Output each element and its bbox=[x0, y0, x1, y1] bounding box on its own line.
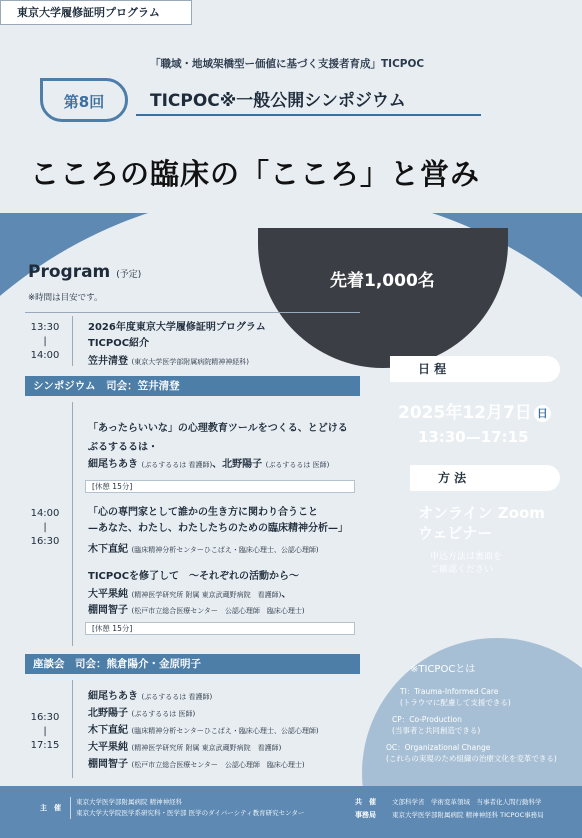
program-time-note: ※時間は目安です。 bbox=[28, 293, 103, 303]
talk1-speakers bbox=[88, 455, 329, 470]
panel-member-line bbox=[88, 755, 305, 770]
panel-time-start: 16:30 bbox=[30, 712, 60, 723]
panel-time-end: 17:15 bbox=[30, 740, 60, 751]
method-note2: ご確認ください bbox=[430, 565, 494, 575]
intro-speaker-line bbox=[88, 352, 249, 367]
cohost-text: 文部科学省 学術変革領域 当事者化人間行動科学 bbox=[392, 798, 542, 806]
intro-line1: 2026年度東京大学履修証明プログラム bbox=[88, 322, 266, 333]
capacity-text: 先着1,000名 bbox=[330, 271, 435, 291]
panel-member-aff: (ぶるするるは 医師) bbox=[131, 710, 196, 718]
vertical-divider bbox=[70, 797, 71, 819]
talk1-speaker3-aff: (ぶるするるは 医師) bbox=[265, 461, 330, 469]
ticpoc-item bbox=[400, 686, 511, 708]
break-2: [休憩 15分] bbox=[85, 622, 355, 635]
symposium-bar: シンポジウム 司会：笠井清登 bbox=[25, 376, 360, 396]
schedule-date: 2025年12月7日 bbox=[398, 403, 532, 423]
intro-time-end: 14:00 bbox=[30, 350, 60, 361]
intro-time bbox=[30, 321, 60, 363]
talk1-speaker2-aff: (ぶるするるは 看護師) bbox=[141, 461, 213, 469]
panel-member-line bbox=[88, 721, 319, 736]
panel-time bbox=[30, 711, 60, 753]
talk1-speaker1: ぶるするるは・ bbox=[88, 442, 158, 453]
break-1: [休憩 15分] bbox=[85, 480, 355, 493]
intro-time-start: 13:30 bbox=[30, 322, 60, 333]
panel-member-line bbox=[88, 687, 212, 702]
panel-member-aff: (ぶるするるは 看護師) bbox=[141, 693, 213, 701]
method-note bbox=[430, 551, 502, 577]
symposium-time bbox=[30, 507, 60, 549]
ticpoc-title: ※TICPOCとは bbox=[410, 664, 476, 675]
talk1-speaker3: 北野陽子 bbox=[222, 459, 263, 470]
talk2-speaker-aff: (臨床精神分析センターひこばえ・臨床心理士、公認心理師) bbox=[131, 546, 319, 554]
panel-member-line bbox=[88, 704, 195, 719]
program-title: Program bbox=[28, 262, 111, 282]
ticpoc-item-line2: (これらの実現のため組織の治療文化を変革できる) bbox=[386, 754, 557, 763]
cohost-label: 共 催 bbox=[355, 798, 376, 806]
talk1-separator: 、 bbox=[212, 459, 223, 470]
ticpoc-item-line2: (トラウマに配慮して支援できる) bbox=[400, 698, 511, 707]
talk2-speaker-line bbox=[88, 540, 319, 555]
talk3-speaker1-aff: (精神医学研究所 附属 東京武蔵野病院 看護師) bbox=[131, 591, 282, 599]
method-label: 方 法 bbox=[410, 465, 560, 491]
method-text bbox=[418, 503, 545, 543]
method-line2: ウェビナー bbox=[418, 524, 493, 542]
ticpoc-item-line1: OC：Organizational Change bbox=[386, 743, 491, 752]
schedule-weekday: 日 bbox=[534, 405, 551, 422]
panel-member-name: 棚岡智子 bbox=[88, 759, 128, 770]
panel-member-name: 北野陽子 bbox=[88, 708, 128, 719]
talk3-speaker1-line bbox=[88, 585, 291, 600]
panel-time-sep: | bbox=[43, 726, 47, 737]
method-note1: 申込方法は裏面を bbox=[430, 552, 503, 562]
talk3-speaker2-line bbox=[88, 601, 305, 616]
talk2-title-line1: 「心の専門家として誰かの生き方に関わり合うこと bbox=[88, 507, 318, 518]
schedule-label: 日 程 bbox=[390, 356, 560, 382]
program-tag: 東京大学履修証明プログラム bbox=[0, 0, 192, 25]
ticpoc-item-line1: TI：Trauma-Informed Care bbox=[400, 687, 499, 696]
talk3-speaker2-aff: (松戸市立総合医療センター 公認心理師 臨床心理士) bbox=[131, 607, 305, 615]
ticpoc-item-line2: (当事者と共同創造できる) bbox=[392, 726, 481, 735]
talk3-separator: 、 bbox=[281, 589, 292, 600]
main-title: こころの臨床の「こころ」と営み bbox=[30, 157, 481, 191]
panel-member-aff: (精神医学研究所 附属 東京武蔵野病院 看護師) bbox=[131, 744, 282, 752]
panel-member-name: 細尾ちあき bbox=[88, 691, 138, 702]
symposium-time-end: 16:30 bbox=[30, 536, 60, 547]
panel-member-aff: (松戸市立総合医療センター 公認心理師 臨床心理士) bbox=[131, 761, 305, 769]
talk2-speaker: 木下直紀 bbox=[88, 544, 128, 555]
office-text: 東京大学医学部附属病院 精神神経科 TICPOC事務局 bbox=[392, 811, 544, 819]
host-line2: 東京大学大学院医学系研究科・医学部 医学のダイバーシティ教育研究センター bbox=[76, 809, 305, 817]
talk3-title: TICPOCを修了して 〜それぞれの活動から〜 bbox=[88, 571, 300, 582]
ticpoc-item bbox=[386, 742, 557, 764]
talk2-title-line2: —あなた、わたし、わたしたちのための臨床精神分析—」 bbox=[88, 523, 348, 534]
panel-member-name: 大平果純 bbox=[88, 742, 128, 753]
schedule-time: 13:30—17:15 bbox=[418, 428, 529, 446]
talk3-speaker1: 大平果純 bbox=[88, 589, 128, 600]
panel-bar: 座談会 司会：熊倉陽介・金原明子 bbox=[25, 654, 360, 674]
vertical-divider bbox=[72, 402, 73, 646]
subtitle-line1: 「職域・地域架橋型ー価値に基づく支援者育成」TICPOC bbox=[150, 58, 425, 70]
program-title-note: (予定) bbox=[116, 270, 142, 280]
divider bbox=[25, 312, 360, 313]
method-line1: オンライン Zoom bbox=[418, 504, 545, 522]
schedule-date-line bbox=[398, 398, 551, 423]
subtitle-divider bbox=[136, 114, 481, 116]
symposium-time-start: 14:00 bbox=[30, 508, 60, 519]
host-label: 主 催 bbox=[40, 804, 61, 812]
subtitle-line2: TICPOC※一般公開シンポジウム bbox=[150, 91, 406, 111]
intro-time-sep: | bbox=[43, 336, 47, 347]
office-label: 事務局 bbox=[355, 811, 376, 819]
talk3-speaker2: 棚岡智子 bbox=[88, 605, 128, 616]
program-heading bbox=[28, 262, 141, 282]
panel-member-name: 木下直紀 bbox=[88, 725, 128, 736]
host-line1: 東京大学医学部附属病院 精神神経科 bbox=[76, 798, 183, 806]
ticpoc-item-line1: CP：Co-Production bbox=[392, 715, 462, 724]
intro-speaker: 笠井清登 bbox=[88, 356, 128, 367]
round-badge: 第8回 bbox=[40, 78, 128, 122]
symposium-time-sep: | bbox=[43, 522, 47, 533]
talk1-title: 「あったらいいな」の心理教育ツールをつくる、とどける bbox=[88, 423, 348, 434]
panel-member-aff: (臨床精神分析センターひこばえ・臨床心理士、公認心理師) bbox=[131, 727, 319, 735]
ticpoc-item bbox=[392, 714, 480, 736]
intro-speaker-aff: (東京大学医学部附属病院精神神経科) bbox=[131, 358, 249, 366]
talk1-speaker2: 細尾ちあき bbox=[88, 459, 138, 470]
panel-member-line bbox=[88, 738, 281, 753]
vertical-divider bbox=[72, 680, 73, 778]
vertical-divider bbox=[72, 316, 73, 366]
intro-line2: TICPOC紹介 bbox=[88, 338, 150, 349]
